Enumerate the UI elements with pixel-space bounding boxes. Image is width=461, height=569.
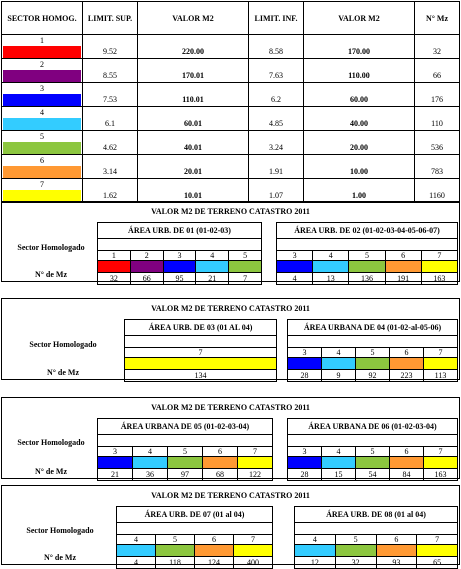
mz-count-cell: 93 bbox=[376, 557, 417, 569]
limit-sup-cell: 4.62 bbox=[83, 131, 138, 155]
mz-count-cell: 110 bbox=[415, 107, 460, 131]
sector-number: 4 bbox=[295, 535, 336, 545]
mz-count-cell: 32 bbox=[335, 557, 376, 569]
area-title: ÁREA URB. DE 03 (01 AL 04) bbox=[125, 320, 277, 336]
table-header-row bbox=[2, 2, 460, 35]
sector-number: 7 bbox=[40, 180, 44, 189]
mz-count-cell: 124 bbox=[195, 557, 234, 569]
area-table bbox=[124, 319, 277, 382]
sector-color-swatch bbox=[322, 358, 356, 370]
sector-color-swatch bbox=[196, 261, 229, 273]
sector-color-swatch bbox=[130, 261, 163, 273]
sector-cell bbox=[2, 155, 83, 179]
section-title: VALOR M2 DE TERRENO CATASTRO 2011 bbox=[151, 491, 310, 500]
sector-number: 7 bbox=[424, 348, 458, 358]
sector-number: 3 bbox=[288, 348, 322, 358]
area-05-block bbox=[97, 418, 273, 481]
sector-color-swatch bbox=[390, 457, 424, 469]
mz-count-cell: 68 bbox=[203, 469, 238, 481]
valor-inf-cell: 40.00 bbox=[304, 107, 415, 131]
sector-homologado-label: Sector Homologado bbox=[29, 340, 97, 349]
sector-color-swatch bbox=[288, 358, 322, 370]
limit-sup-cell: 3.14 bbox=[83, 155, 138, 179]
table-row bbox=[2, 155, 460, 179]
area-table bbox=[97, 222, 262, 285]
sector-color-swatch bbox=[98, 457, 133, 469]
valor-sup-cell: 170.01 bbox=[138, 59, 249, 83]
area-title: ÁREA URBANA DE 04 (01-02-al-05-06) bbox=[288, 320, 458, 336]
sector-number: 5 bbox=[335, 535, 376, 545]
sector-color-swatch bbox=[376, 545, 417, 557]
mz-count-cell: 1160 bbox=[415, 179, 460, 203]
sector-color-swatch bbox=[424, 358, 458, 370]
sector-color-swatch bbox=[356, 358, 390, 370]
mz-label: N° de Mz bbox=[43, 553, 77, 562]
sector-color-swatch bbox=[417, 545, 458, 557]
mz-label: N° de Mz bbox=[34, 467, 68, 476]
area-spacer bbox=[295, 523, 458, 535]
area-spacer bbox=[125, 336, 277, 348]
sector-number: 3 bbox=[277, 251, 313, 261]
sector-number: 3 bbox=[163, 251, 196, 261]
mz-count-cell: 4 bbox=[117, 557, 156, 569]
sector-number: 2 bbox=[40, 60, 44, 69]
sector-color-swatch bbox=[349, 261, 385, 273]
mz-count-cell: 122 bbox=[238, 469, 273, 481]
area-03-block bbox=[124, 319, 277, 382]
mz-count-cell: 65 bbox=[417, 557, 458, 569]
area-title: ÁREA URB. DE 02 (01-02-03-04-05-06-07) bbox=[277, 223, 458, 239]
area-title: ÁREA URBANA DE 06 (01-02-03-04) bbox=[288, 419, 458, 435]
sector-number: 5 bbox=[349, 251, 385, 261]
valor-inf-cell: 170.00 bbox=[304, 35, 415, 59]
area-table bbox=[287, 418, 458, 481]
sector-number: 7 bbox=[234, 535, 273, 545]
sector-number: 2 bbox=[130, 251, 163, 261]
area-spacer bbox=[98, 239, 262, 251]
limit-sup-cell: 9.52 bbox=[83, 35, 138, 59]
mz-count-cell: 32 bbox=[415, 35, 460, 59]
sector-color-swatch bbox=[3, 142, 81, 154]
sector-color-swatch bbox=[98, 261, 131, 273]
sector-number: 6 bbox=[195, 535, 234, 545]
sector-number: 3 bbox=[98, 447, 133, 457]
header-valor-inf: VALOR M2 bbox=[304, 2, 415, 35]
sector-color-swatch bbox=[125, 358, 277, 370]
sector-color-swatch bbox=[234, 545, 273, 557]
limit-inf-cell: 4.85 bbox=[249, 107, 304, 131]
sector-value-table bbox=[1, 1, 460, 203]
valor-inf-cell: 60.00 bbox=[304, 83, 415, 107]
sector-color-swatch bbox=[3, 94, 81, 106]
mz-count-cell: 223 bbox=[390, 370, 424, 382]
sector-number: 7 bbox=[238, 447, 273, 457]
mz-count-cell: 783 bbox=[415, 155, 460, 179]
sector-color-swatch bbox=[195, 545, 234, 557]
limit-sup-cell: 6.1 bbox=[83, 107, 138, 131]
mz-count-cell: 118 bbox=[156, 557, 195, 569]
sector-cell bbox=[2, 107, 83, 131]
area-table bbox=[294, 506, 458, 569]
limit-inf-cell: 1.91 bbox=[249, 155, 304, 179]
mz-count-cell: 176 bbox=[415, 83, 460, 107]
sector-number: 1 bbox=[40, 36, 44, 45]
sector-homologado-label: Sector Homologado bbox=[17, 243, 85, 252]
area-spacer bbox=[288, 336, 458, 348]
sector-number: 4 bbox=[196, 251, 229, 261]
sector-color-swatch bbox=[133, 457, 168, 469]
sector-number: 5 bbox=[356, 447, 390, 457]
sector-number: 5 bbox=[356, 348, 390, 358]
limit-sup-cell: 8.55 bbox=[83, 59, 138, 83]
sector-color-swatch bbox=[288, 457, 322, 469]
area-table bbox=[287, 319, 458, 382]
sector-cell bbox=[2, 35, 83, 59]
mz-count-cell: 113 bbox=[424, 370, 458, 382]
sector-color-swatch bbox=[203, 457, 238, 469]
area-02-block bbox=[276, 222, 458, 285]
area-table bbox=[116, 506, 273, 569]
sector-number: 5 bbox=[40, 132, 44, 141]
sector-number: 6 bbox=[390, 348, 424, 358]
mz-count-cell: 7 bbox=[229, 273, 262, 285]
sector-number: 4 bbox=[322, 447, 356, 457]
area-07-block bbox=[116, 506, 273, 569]
area-06-block bbox=[287, 418, 458, 481]
area-title: ÁREA URB. DE 01 (01-02-03) bbox=[98, 223, 262, 239]
sector-number: 4 bbox=[117, 535, 156, 545]
sector-number: 4 bbox=[322, 348, 356, 358]
area-04-block bbox=[287, 319, 458, 382]
sector-color-swatch bbox=[117, 545, 156, 557]
header-sector: SECTOR HOMOG. bbox=[2, 2, 83, 35]
sector-color-swatch bbox=[163, 261, 196, 273]
header-lim-sup: LIMIT. SUP. bbox=[83, 2, 138, 35]
sector-number: 4 bbox=[40, 108, 44, 117]
limit-inf-cell: 6.2 bbox=[249, 83, 304, 107]
limit-inf-cell: 7.63 bbox=[249, 59, 304, 83]
sector-number: 6 bbox=[203, 447, 238, 457]
valor-inf-cell: 20.00 bbox=[304, 131, 415, 155]
valor-sup-cell: 110.01 bbox=[138, 83, 249, 107]
sector-number: 4 bbox=[133, 447, 168, 457]
sector-color-swatch bbox=[3, 118, 81, 130]
sector-number: 5 bbox=[168, 447, 203, 457]
sector-number: 6 bbox=[385, 251, 421, 261]
sector-color-swatch bbox=[356, 457, 390, 469]
sector-color-swatch bbox=[335, 545, 376, 557]
sector-color-swatch bbox=[421, 261, 457, 273]
area-title: ÁREA URB. DE 07 (01 al 04) bbox=[117, 507, 273, 523]
sector-color-swatch bbox=[3, 46, 81, 58]
valor-inf-cell: 110.00 bbox=[304, 59, 415, 83]
mz-count-cell: 54 bbox=[356, 469, 390, 481]
limit-inf-cell: 3.24 bbox=[249, 131, 304, 155]
limit-sup-cell: 1.62 bbox=[83, 179, 138, 203]
valor-sup-cell: 60.01 bbox=[138, 107, 249, 131]
area-spacer bbox=[98, 435, 273, 447]
section-title: VALOR M2 DE TERRENO CATASTRO 2011 bbox=[151, 207, 310, 216]
sector-number: 7 bbox=[417, 535, 458, 545]
sector-color-swatch bbox=[313, 261, 349, 273]
sector-color-swatch bbox=[385, 261, 421, 273]
sector-color-swatch bbox=[229, 261, 262, 273]
sector-cell bbox=[2, 179, 83, 203]
limit-sup-cell: 7.53 bbox=[83, 83, 138, 107]
area-08-block bbox=[294, 506, 458, 569]
sector-number: 5 bbox=[229, 251, 262, 261]
mz-count-cell: 13 bbox=[313, 273, 349, 285]
mz-count-cell: 28 bbox=[288, 469, 322, 481]
mz-count-cell: 136 bbox=[349, 273, 385, 285]
sector-homologado-label: Sector Homologado bbox=[26, 526, 94, 535]
sector-number: 6 bbox=[376, 535, 417, 545]
mz-count-cell: 28 bbox=[288, 370, 322, 382]
sector-number: 6 bbox=[40, 156, 44, 165]
sector-cell bbox=[2, 131, 83, 155]
area-spacer bbox=[288, 435, 458, 447]
section-area-03-04 bbox=[1, 298, 460, 380]
section-area-05-06 bbox=[1, 397, 460, 479]
sector-number: 4 bbox=[313, 251, 349, 261]
mz-count-cell: 400 bbox=[234, 557, 273, 569]
mz-label: N° de Mz bbox=[46, 368, 80, 377]
area-spacer bbox=[117, 523, 273, 535]
sector-color-swatch bbox=[390, 358, 424, 370]
sector-color-swatch bbox=[424, 457, 458, 469]
table-row bbox=[2, 179, 460, 203]
mz-count-cell: 4 bbox=[277, 273, 313, 285]
mz-count-cell: 66 bbox=[130, 273, 163, 285]
sector-number: 3 bbox=[40, 84, 44, 93]
table-row bbox=[2, 59, 460, 83]
header-mz: N° Mz bbox=[415, 2, 460, 35]
mz-count-cell: 21 bbox=[196, 273, 229, 285]
limit-inf-cell: 1.07 bbox=[249, 179, 304, 203]
area-spacer bbox=[277, 239, 458, 251]
sector-homologado-label: Sector Homologado bbox=[17, 438, 85, 447]
mz-count-cell: 191 bbox=[385, 273, 421, 285]
sector-number: 5 bbox=[156, 535, 195, 545]
mz-count-cell: 32 bbox=[98, 273, 131, 285]
sector-color-swatch bbox=[168, 457, 203, 469]
table-row bbox=[2, 83, 460, 107]
sector-color-swatch bbox=[277, 261, 313, 273]
valor-inf-cell: 10.00 bbox=[304, 155, 415, 179]
valor-sup-cell: 10.01 bbox=[138, 179, 249, 203]
sector-color-swatch bbox=[3, 70, 81, 82]
section-title: VALOR M2 DE TERRENO CATASTRO 2011 bbox=[151, 304, 310, 313]
section-area-07-08 bbox=[1, 485, 460, 565]
area-01-block bbox=[97, 222, 262, 285]
section-area-01-02 bbox=[1, 201, 460, 282]
mz-count-cell: 97 bbox=[168, 469, 203, 481]
area-title: ÁREA URB. DE 08 (01 al 04) bbox=[295, 507, 458, 523]
sector-color-swatch bbox=[295, 545, 336, 557]
sector-color-swatch bbox=[238, 457, 273, 469]
table-row bbox=[2, 35, 460, 59]
valor-sup-cell: 20.01 bbox=[138, 155, 249, 179]
mz-count-cell: 95 bbox=[163, 273, 196, 285]
table-row bbox=[2, 131, 460, 155]
mz-count-cell: 84 bbox=[390, 469, 424, 481]
area-table bbox=[276, 222, 458, 285]
mz-count-cell: 66 bbox=[415, 59, 460, 83]
sector-color-swatch bbox=[322, 457, 356, 469]
mz-count-cell: 163 bbox=[424, 469, 458, 481]
valor-sup-cell: 40.01 bbox=[138, 131, 249, 155]
sector-color-swatch bbox=[156, 545, 195, 557]
mz-count-cell: 9 bbox=[322, 370, 356, 382]
mz-count-cell: 536 bbox=[415, 131, 460, 155]
mz-count-cell: 36 bbox=[133, 469, 168, 481]
valor-inf-cell: 1.00 bbox=[304, 179, 415, 203]
sector-number: 3 bbox=[288, 447, 322, 457]
area-table bbox=[97, 418, 273, 481]
mz-count-cell: 12 bbox=[295, 557, 336, 569]
sector-cell bbox=[2, 83, 83, 107]
mz-count-cell: 134 bbox=[125, 370, 277, 382]
sector-number: 1 bbox=[98, 251, 131, 261]
mz-count-cell: 92 bbox=[356, 370, 390, 382]
sector-cell bbox=[2, 59, 83, 83]
sector-number: 7 bbox=[424, 447, 458, 457]
mz-count-cell: 15 bbox=[322, 469, 356, 481]
table-row bbox=[2, 107, 460, 131]
header-valor-sup: VALOR M2 bbox=[138, 2, 249, 35]
sector-number: 7 bbox=[421, 251, 457, 261]
sector-color-swatch bbox=[3, 166, 81, 178]
mz-count-cell: 21 bbox=[98, 469, 133, 481]
limit-inf-cell: 8.58 bbox=[249, 35, 304, 59]
sector-number: 6 bbox=[390, 447, 424, 457]
header-lim-inf: LIMIT. INF. bbox=[249, 2, 304, 35]
section-title: VALOR M2 DE TERRENO CATASTRO 2011 bbox=[151, 403, 310, 412]
mz-count-cell: 163 bbox=[421, 273, 457, 285]
valor-sup-cell: 220.00 bbox=[138, 35, 249, 59]
sector-number: 7 bbox=[125, 348, 277, 358]
mz-label: N° de Mz bbox=[34, 270, 68, 279]
area-title: ÁREA URBANA DE 05 (01-02-03-04) bbox=[98, 419, 273, 435]
